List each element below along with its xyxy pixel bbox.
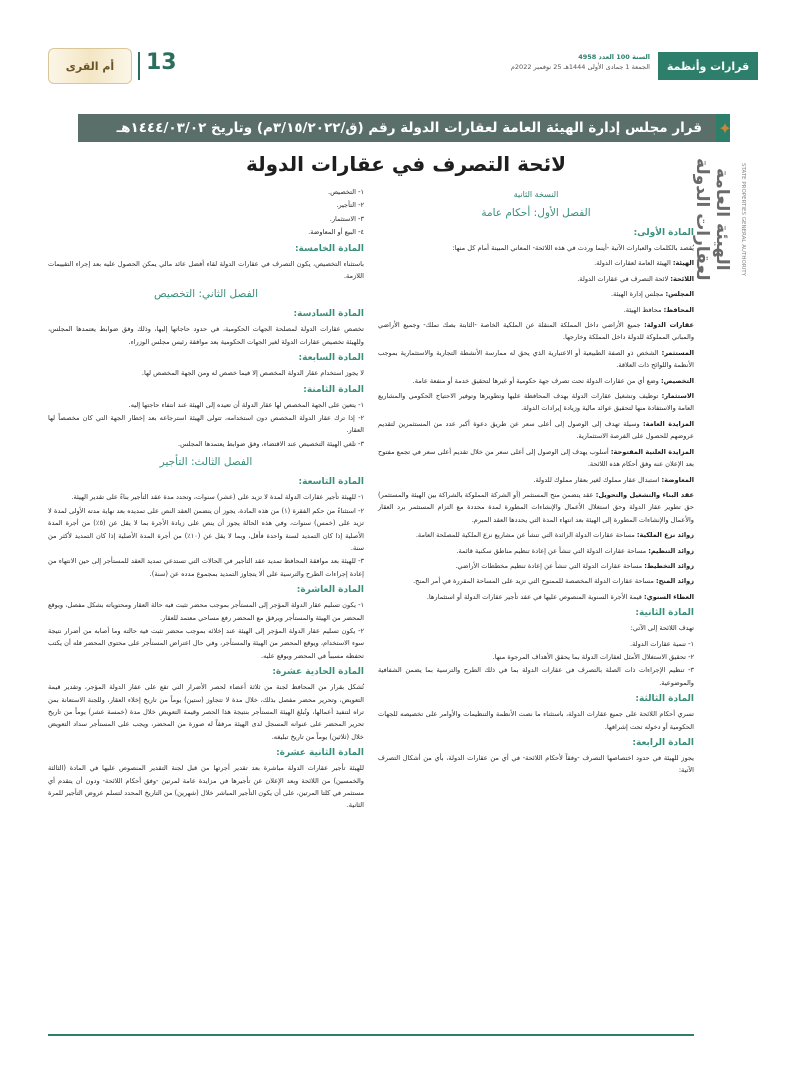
article-7-text: لا يجوز استخدام عقار الدولة المخصص إلا فيما خصص له ومن الجهة المخصص لها. (141, 369, 364, 378)
article-4-text: يجوز للهيئة في حدود اختصاصها التصرف -وفقاً لأحكام اللائحة- في أي من عقارات الدولة، بأي من أشكال التصرف الآتية: (378, 754, 694, 775)
article-1-intro: يُقصد بالكلمات والعبارات الآتية -أينما وردت في هذه اللائحة- المعاني المبينة أمام كل منها: (452, 244, 694, 252)
page-header (42, 44, 758, 90)
section-tag: قرارات وأنظمة (658, 52, 758, 80)
list-item: ١- يكون تسليم عقار الدولة المؤجر إلى المستأجر بموجب محضر تثبت فيه حالة العقار ومحتوياته بشكل مفصل، ويوقع المحضر من الهيئة والمستأجر ويرفق مع المحضر رفع مساحي معتمد للعقار. (48, 601, 364, 622)
list-item: ١- التخصيص. (328, 188, 364, 196)
issue-line-2: الجمعة 1 جمادى الأولى 1444هـ 25 نوفمبر 2022م (510, 63, 650, 71)
definition-term: اللائحة: (670, 274, 694, 283)
list-item: ٢- استثناءً من حكم الفقرة (١) من هذه المادة، يجوز أن يتضمن العقد النص على تمديده بعد نهاية مدته الأولى لمدة لا تزيد على (خمس) سنوات، وفي هذه الحالة يجوز أن ينص على زيادة الأجرة بما لا يقل عن (٥٪) من أجرة المدة الأصلية إذا كان التمديد لسنة واحدة فأقل، وبما لا يقل عن (١٠٪) من أجرة المدة الأصلية إذا كان التمديد لأكثر من سنة. (48, 506, 365, 552)
list-item: ١- يتعين على الجهة المخصص لها عقار الدولة أن تعيده إلى الهيئة عند انتفاء حاجتها إليه. (128, 400, 364, 409)
definition (378, 474, 694, 486)
definition-text: محافظ الهيئة. (623, 305, 662, 314)
umm-al-qura-logo: أم القرى (48, 48, 132, 84)
article-4-title: المادة الرابعة: (632, 738, 694, 748)
article-5-text: باستثناء التخصيص، يكون التصرف في عقارات الدولة لقاء أفضل عائد مالي يمكن الحصول عليه بعد إجراء التقييمات اللازمة. (48, 259, 364, 281)
article-2-title: المادة الثانية: (635, 608, 694, 619)
article-9-title: المادة التاسعة: (298, 477, 364, 488)
definition-term: العطاء السنوي: (644, 592, 694, 601)
definition-term: الهيئة: (672, 259, 694, 268)
authority-emblem-icon: ✦ (718, 119, 732, 138)
article-11-title: المادة الحادية عشرة: (272, 667, 364, 678)
definition-term: المحافظ: (663, 305, 694, 314)
article-12-text: للهيئة تأجير عقارات الدولة مباشرة بعد تقدير أجرتها من قبل لجنة التقدير المنصوص عليها في المادة (الثالثة والخمسين) من اللائحة وبعد الإعلان عن تأجيرها في مزايدة عامة لمرتين -وفق أحكام اللائحة- ودون أن يتقدم أي مستثمر في كلتا المرتين، على أن يكون التأجير المباشر خلال (شهرين) من التاريخ المحدد لتسلم عروض التأجير للمرة الثانية. (48, 764, 364, 810)
article-12-title: المادة الثانية عشرة: (276, 748, 364, 759)
definition-text: توظيف وتشغيل عقارات الدولة بهدف المحافظة عليها وتطويرها وتوفير الاحتياج الحكومي والمشاريع العامة والاستفادة منها لتحقيق عوائد مالية وزيادة إيرادات الدولة. (378, 392, 694, 413)
definition (378, 375, 694, 387)
definition (378, 560, 694, 572)
definition-text: عقد يتضمن منح المستثمر (أو الشركة المملوكة بالشراكة بين الهيئة والمستثمر) حق تطوير عقار الدولة وحق استغلال الأعمال والإنشاءات المطورة لمدة محددة مع التزام المستثمر برد العقار والأعمال والإنشاءات المطورة إلى الهيئة بعد انتهاء المدة التي يحددها العقد المبرم. (378, 490, 694, 524)
definition-term: الاستثمار: (661, 392, 694, 401)
version-label: النسخة الثانية (513, 190, 559, 199)
definition (378, 347, 694, 372)
chapter-1-heading: الفصل الأول: أحكام عامة (481, 207, 591, 219)
definitions-list (378, 257, 694, 603)
definition (378, 591, 694, 603)
list-item: ١- للهيئة تأجير عقارات الدولة لمدة لا تزيد على (عشر) سنوات، وتحدد مدة عقد التأجير بناءً على تقدير الهيئة. (71, 493, 364, 502)
definition-text: مساحة عقارات الدولة المخصصة للممنوح التي تزيد على المساحة المقررة في أمر المنح. (413, 577, 654, 586)
definition-term: المعاوضة: (661, 475, 694, 484)
definition-text: جميع الأراضي داخل المملكة المنقلة عن الملكية الخاصة -الثابتة بصك تملك- وجميع الأراضي والمباني المملوكة للدولة داخل المملكة وخارجها. (378, 321, 694, 342)
definition-term: عقارات الدولة: (644, 321, 694, 330)
list-item: ٣- للهيئة بعد موافقة المحافظ تمديد عقد التأجير في الحالات التي تستدعي تمديد العقد للمستأجر إلى حين الانتهاء من إعادة إجراءات الطرح والترسية على ألا يتجاوز التمديد بمجموع مدده عن (سنة). (48, 557, 364, 578)
article-1-title: المادة الأولى: (633, 228, 694, 238)
article-11-text: تُشكل بقرار من المحافظ لجنة من ثلاثة أعضاء لحصر الأضرار التي تقع على عقار الدولة المؤجر، وتقدير قيمة التعويض، وتحرير محضر مفصل بذلك، خلال مدة لا تتجاوز (ستين) يوماً من تاريخ إخلاء العقار، وللجنة الاستعانة بمن تراه لتنفيذ أعمالها، وتُبلغ الهيئة المستأجر بنتيجة هذا الحصر وقيمة التعويض خلال مدة (خمسة عشر) يوماً من تاريخ تحرير المحضر على عنوانه المسجل لدى الهيئة مرفقاً له صورة من المحضر، ويجب على المستأجر سداد التعويض خلال (ثلاثين) يوماً من تاريخ تبليغه. (48, 683, 364, 741)
regulation-title: لائحة التصرف في عقارات الدولة (245, 152, 567, 176)
definition-text: قيمة الأجرة السنوية المنصوص عليها في عقد تأجير عقارات الدولة أو استثمارها. (426, 592, 642, 601)
authority-name-ar: الهيئة العامة لعقارات الدولة (692, 157, 732, 281)
definition (378, 304, 694, 316)
issue-info (511, 52, 650, 72)
article-7-title: المادة السابعة: (298, 353, 364, 364)
definition-term: المجلس: (665, 290, 694, 299)
definition-term: زوائد نزع الملكية: (636, 531, 694, 540)
definition-term: زوائد التنظيم: (648, 546, 694, 555)
article-5-title: المادة الخامسة: (294, 243, 364, 254)
page-number: 13 (146, 50, 177, 75)
definition-text: لائحة التصرف في عقارات الدولة. (577, 274, 669, 283)
list-item: ٣- الاستثمار. (329, 214, 364, 223)
list-item: ٢- تحقيق الاستغلال الأمثل لعقارات الدولة بما يحقق الأهداف المرجوة منها. (492, 652, 694, 661)
authority-name-en: STATE PROPERTIES GENERAL AUTHORITY (740, 162, 746, 276)
right-column (378, 186, 694, 780)
definition-text: وضع أي من عقارات الدولة تحت تصرف جهة حكومية أو غيرها لتحقيق خدمة أو منفعة عامة. (412, 376, 659, 385)
definition-term: المزايدة العامة: (643, 419, 694, 428)
article-3-text: تسري أحكام اللائحة على جميع عقارات الدولة، باستثناء ما نصت الأنظمة والتنظيمات والأوامر على تخصيصه للجهات الحكومية أو دخوله تحت إشرافها. (378, 710, 694, 731)
definition-text: الشخص ذو الصفة الطبيعية أو الاعتبارية الذي يحق له ممارسة الأنشطة التجارية والاستثمارية بموجب الأنظمة واللوائح ذات العلاقة. (378, 348, 694, 370)
list-item: ٢- التأجير. (336, 201, 364, 210)
left-column (48, 186, 364, 815)
definition (378, 446, 694, 471)
list-item: ٣- تلغي الهيئة التخصيص عند الاقتضاء، وفق ضوابط يعتمدها المجلس. (178, 439, 364, 448)
definition (378, 273, 694, 285)
list-item: ٣- تنظيم الإجراءات ذات الصلة بالتصرف في عقارات الدولة بما في ذلك الطرح والترسية بما يضمن الشفافية والموضوعية. (378, 666, 694, 687)
definition (378, 545, 694, 557)
definition-text: استبدال عقار مملوك لغير بعقار مملوك للدولة. (533, 475, 660, 484)
article-3-title: المادة الثالثة: (635, 694, 694, 705)
definition (378, 390, 694, 415)
definition-term: عقد البناء والتشغيل والتحويل: (595, 490, 694, 499)
definition (378, 288, 694, 300)
definition (378, 257, 694, 269)
list-item: ٢- إذا ترك عقار الدولة المخصص دون استخدامه، تتولى الهيئة استرجاعه بعد إخطار الجهة التي كان مخصصاً لها العقار. (48, 414, 364, 435)
definition-text: أسلوب يهدف إلى الوصول إلى أعلى سعر من خلال تقديم أعلى سعر في تجمع مفتوح بعد الإعلان عنه وفق أحكام هذه اللائحة. (378, 447, 694, 469)
list-item: ١- تنمية عقارات الدولة. (629, 639, 694, 648)
article-8-title: المادة الثامنة: (303, 384, 364, 395)
chapter-3-heading: الفصل الثالث: التأجير (159, 456, 253, 469)
decree-title-bar: قرار مجلس إدارة الهيئة العامة لعقارات الدولة رقم (ق/٣/١٥/٢٠٢٢م) وتاريخ ١٤٤٤/٠٣/٠٢هـ (78, 114, 716, 142)
article-6-title: المادة السادسة: (293, 309, 364, 320)
page-number-divider (138, 52, 140, 80)
definition-text: الهيئة العامة لعقارات الدولة. (594, 259, 671, 268)
definition-text: مساحة عقارات الدولة التي تنشأ عن إعادة تنظيم مخططات الأراضي. (455, 561, 643, 570)
definition-text: مجلس إدارة الهيئة. (611, 290, 664, 299)
article-10-title: المادة العاشرة: (296, 585, 364, 596)
definition-text: مساحة عقارات الدولة التي تنشأ عن إعادة تنظيم مناطق سكنية قائمة. (456, 546, 647, 555)
chapter-2-heading: الفصل الثاني: التخصيص (153, 288, 259, 301)
list-item: ٢- يكون تسليم عقار الدولة المؤجر إلى الهيئة عند إخلائه بموجب محضر تثبت فيه حالته وما أصابه من أضرار نتيجة سوء الاستخدام، ويوقع المحضر من الهيئة والمستأجر، وفي حال اعتراض المستأجر على محتوى المحضر فله أن يكتب تحفظه مسبباً في المحضر ويوقع عليه. (48, 626, 364, 660)
definition-term: التخصيص: (660, 376, 694, 385)
definition (378, 489, 694, 526)
article-6-text: تخصص عقارات الدولة لمصلحة الجهات الحكومية، في حدود حاجاتها إليها، وذلك وفق ضوابط يعتمدها المجلس، وللهيئة تخصيص عقارات الدولة لغير الجهات الحكومية بعد موافقة رئيس مجلس الوزراء. (48, 325, 364, 346)
list-item: ٤- البيع أو المعاوضة. (308, 228, 364, 237)
footer-divider (48, 1034, 694, 1036)
definition-term: المستثمر: (661, 348, 694, 357)
issue-line-1: السنة 100 العدد 4958 (578, 53, 650, 61)
definition-term: زوائد المنح: (656, 577, 694, 586)
definition (378, 418, 694, 443)
definition (378, 575, 694, 587)
article-2-intro: تهدف اللائحة إلى الآتي: (630, 624, 694, 633)
definition-text: وسيلة تهدف إلى الوصول إلى أعلى سعر عن طريق دعوة أكبر عدد من المستثمرين لتقديم عروضهم للحصول على الفرصة الاستثمارية. (378, 419, 694, 441)
definition (378, 319, 694, 344)
definition-term: المزايدة العلنية المفتوحة: (610, 447, 694, 456)
definition (378, 529, 694, 541)
authority-brand (692, 116, 752, 296)
definition-text: مساحة عقارات الدولة الزائدة التي تنشأ عن مشاريع نزع الملكية للمصلحة العامة. (415, 531, 635, 540)
definition-term: زوائد التخطيط: (644, 561, 694, 570)
